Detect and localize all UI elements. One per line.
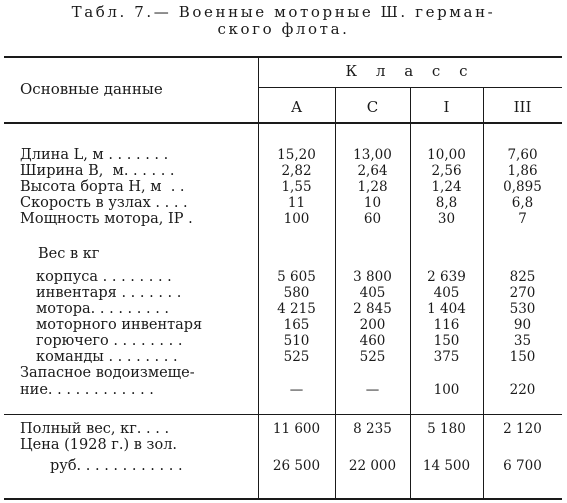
dims-row-value-3: 8,8	[435, 195, 458, 211]
dims-row-value-1: 15,20	[277, 147, 316, 163]
weights-row-value-1: 580	[283, 285, 310, 301]
weights-row-label: горючего . . . . . . . .	[36, 333, 183, 349]
dims-row-value-3: 1,24	[431, 179, 462, 195]
total-row-value-2: 8 235	[353, 421, 392, 437]
class-column-2: С	[366, 98, 379, 116]
weight-section-title: Вес в кг	[38, 246, 100, 262]
weights-row-label: моторного инвентаря	[36, 317, 203, 333]
reserve-row-value-4: 220	[509, 382, 536, 398]
price-label-line-2: руб. . . . . . . . . . . .	[50, 458, 183, 474]
weights-row-value-3: 405	[433, 285, 460, 301]
dims-row-value-3: 10,00	[427, 147, 466, 163]
price-row-value-3: 14 500	[422, 458, 471, 474]
total-label: Полный вес, кг. . . .	[20, 421, 170, 437]
total-separator-rule	[4, 414, 562, 415]
table-bottom-rule	[4, 498, 562, 500]
class-column-4: III	[513, 98, 532, 116]
dims-row-value-4: 0,895	[503, 179, 542, 195]
weights-row-value-2: 460	[359, 333, 386, 349]
dims-row-label: Мощность мотора, IP .	[20, 211, 193, 227]
dims-row-label: Ширина B, м. . . . . .	[20, 163, 175, 179]
header-bottom-rule	[4, 122, 562, 124]
dims-row-value-4: 1,86	[507, 163, 538, 179]
reserve-row-value-2: —	[365, 382, 380, 398]
weights-row-value-4: 35	[513, 333, 532, 349]
weights-row-value-2: 200	[359, 317, 386, 333]
dims-row-value-2: 13,00	[353, 147, 392, 163]
price-row-value-2: 22 000	[348, 458, 397, 474]
dims-row-value-3: 2,56	[431, 163, 462, 179]
dims-row-value-3: 30	[437, 211, 456, 227]
reserve-label-line-2: ние. . . . . . . . . . . .	[20, 382, 154, 398]
weights-row-value-4: 150	[509, 349, 536, 365]
row-header-label: Основные данные	[20, 80, 163, 98]
dims-row-label: Скорость в узлах . . . .	[20, 195, 188, 211]
class-group-label: К л а с с	[345, 62, 475, 80]
dims-row-value-2: 2,64	[357, 163, 388, 179]
dims-row-value-2: 60	[363, 211, 382, 227]
dims-row-value-4: 7	[518, 211, 527, 227]
weights-row-value-3: 2 639	[427, 269, 466, 285]
dims-row-value-1: 11	[287, 195, 306, 211]
weights-row-value-2: 3 800	[353, 269, 392, 285]
weights-row-value-1: 5 605	[277, 269, 316, 285]
total-row-value-4: 2 120	[503, 421, 542, 437]
weights-row-value-2: 2 845	[353, 301, 392, 317]
price-row-value-1: 26 500	[272, 458, 321, 474]
weights-row-label: инвентаря . . . . . . .	[36, 285, 182, 301]
dims-row-label: Высота борта H, м . .	[20, 179, 185, 195]
reserve-label-line-1: Запасное водоизмеще-	[20, 365, 195, 381]
dims-row-value-1: 2,82	[281, 163, 312, 179]
table-caption	[4, 4, 563, 38]
weights-row-value-2: 525	[359, 349, 386, 365]
weights-row-value-3: 1 404	[427, 301, 466, 317]
weights-row-value-1: 510	[283, 333, 310, 349]
weights-row-label: мотора. . . . . . . . .	[36, 301, 170, 317]
weights-row-value-2: 405	[359, 285, 386, 301]
weights-row-value-4: 825	[509, 269, 536, 285]
caption-line-2: ского флота.	[217, 20, 350, 38]
reserve-row-value-3: 100	[433, 382, 460, 398]
class-column-3: I	[443, 98, 450, 116]
total-row-value-3: 5 180	[427, 421, 466, 437]
dims-row-value-2: 10	[363, 195, 382, 211]
weights-row-value-1: 525	[283, 349, 310, 365]
weights-row-value-3: 375	[433, 349, 460, 365]
weights-row-value-4: 90	[513, 317, 532, 333]
weights-row-value-4: 270	[509, 285, 536, 301]
weights-row-label: команды . . . . . . . .	[36, 349, 178, 365]
dims-row-value-4: 6,8	[511, 195, 534, 211]
weights-row-value-3: 150	[433, 333, 460, 349]
weights-row-label: корпуса . . . . . . . .	[36, 269, 172, 285]
total-row-value-1: 11 600	[272, 421, 321, 437]
weights-row-value-1: 4 215	[277, 301, 316, 317]
dims-row-value-1: 1,55	[281, 179, 312, 195]
dims-row-value-2: 1,28	[357, 179, 388, 195]
weights-row-value-4: 530	[509, 301, 536, 317]
dims-row-value-1: 100	[283, 211, 310, 227]
reserve-row-value-1: —	[289, 382, 304, 398]
weights-row-value-1: 165	[283, 317, 310, 333]
dims-row-value-4: 7,60	[507, 147, 538, 163]
weights-row-value-3: 116	[433, 317, 460, 333]
caption-line-1: Табл. 7.— Военные моторные Ш. герман-	[71, 3, 496, 21]
class-column-1: А	[290, 98, 303, 116]
price-row-value-4: 6 700	[503, 458, 542, 474]
table-top-rule	[4, 56, 562, 58]
dims-row-label: Длина L, м . . . . . . .	[20, 147, 169, 163]
price-label-line-1: Цена (1928 г.) в зол.	[20, 437, 178, 453]
